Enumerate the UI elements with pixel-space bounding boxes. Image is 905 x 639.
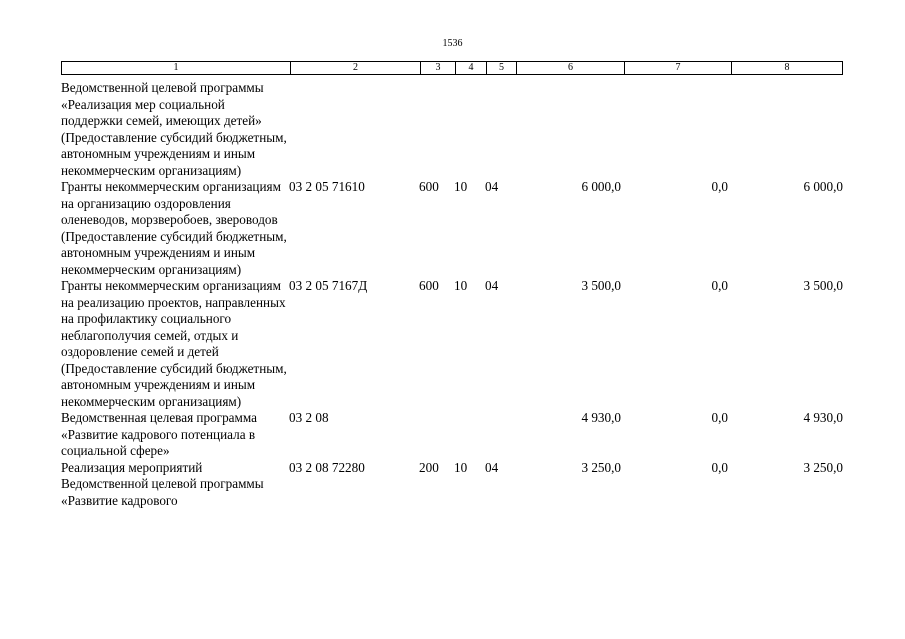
row-value-7: 0,0	[711, 179, 728, 194]
table-row	[61, 410, 843, 460]
row-rz: 10	[454, 459, 468, 475]
table-header	[61, 61, 843, 75]
row-code: 03 2 08 72280	[289, 459, 365, 475]
row-value-8: 3 500,0	[803, 278, 843, 293]
row-name: Гранты некоммерческим организациям на реализацию проектов, направленных на профилактику социального неблагополучия семей, отдых и оздоровление семей и детей (Предоставление субсидий бюджетным, автономным учреждениям и иным некоммерческим организациям)	[61, 278, 287, 409]
row-value-6: 3 500,0	[581, 278, 621, 293]
header-col-4: 4	[455, 62, 486, 74]
row-name: Гранты некоммерческим организациям на организацию оздоровления оленеводов, морзверобоев, звероводов (Предоставление субсидий бюджетным, автономным учреждениям и иным некоммерческим организациям)	[61, 179, 287, 277]
table-body	[61, 80, 843, 509]
row-code: 03 2 05 7167Д	[289, 278, 368, 293]
row-value-7: 0,0	[711, 459, 728, 475]
row-pr: 04	[485, 179, 499, 194]
row-value-8: 3 250,0	[803, 459, 843, 475]
row-value-7: 0,0	[711, 278, 728, 293]
header-col-8: 8	[731, 62, 842, 74]
row-value-8: 6 000,0	[803, 179, 843, 194]
table-row	[61, 80, 843, 179]
row-vr: 200	[419, 459, 439, 475]
table-row	[61, 179, 843, 278]
row-name: Ведомственная целевая программа «Развитие кадрового потенциала в социальной сфере»	[61, 410, 257, 458]
row-pr: 04	[485, 278, 499, 293]
row-name: Реализация мероприятий Ведомственной целевой программы «Развитие кадрового	[61, 459, 264, 508]
header-col-7: 7	[624, 62, 731, 74]
row-value-6: 3 250,0	[581, 459, 621, 475]
row-pr: 04	[485, 459, 499, 475]
header-col-1: 1	[173, 62, 179, 73]
row-rz: 10	[454, 278, 468, 293]
row-vr: 600	[419, 179, 439, 194]
table-row	[61, 278, 843, 410]
header-col-3: 3	[420, 62, 455, 74]
row-name: Ведомственной целевой программы «Реализация мер социальной поддержки семей, имеющих детей» (Предоставление субсидий бюджетным, автономным учреждениям и иным некоммерческим организациям)	[61, 80, 287, 178]
table-row	[61, 460, 843, 510]
row-value-6: 6 000,0	[581, 179, 621, 194]
page-number: 1536	[442, 38, 463, 49]
row-vr: 600	[419, 278, 439, 293]
row-value-6: 4 930,0	[581, 410, 621, 425]
row-value-7: 0,0	[711, 410, 728, 425]
row-value-8: 4 930,0	[803, 410, 843, 425]
header-col-2: 2	[290, 62, 420, 74]
row-rz: 10	[454, 179, 468, 194]
row-code: 03 2 05 71610	[289, 179, 365, 194]
row-code: 03 2 08	[289, 410, 329, 425]
header-col-5: 5	[486, 62, 516, 74]
header-col-6: 6	[516, 62, 624, 74]
